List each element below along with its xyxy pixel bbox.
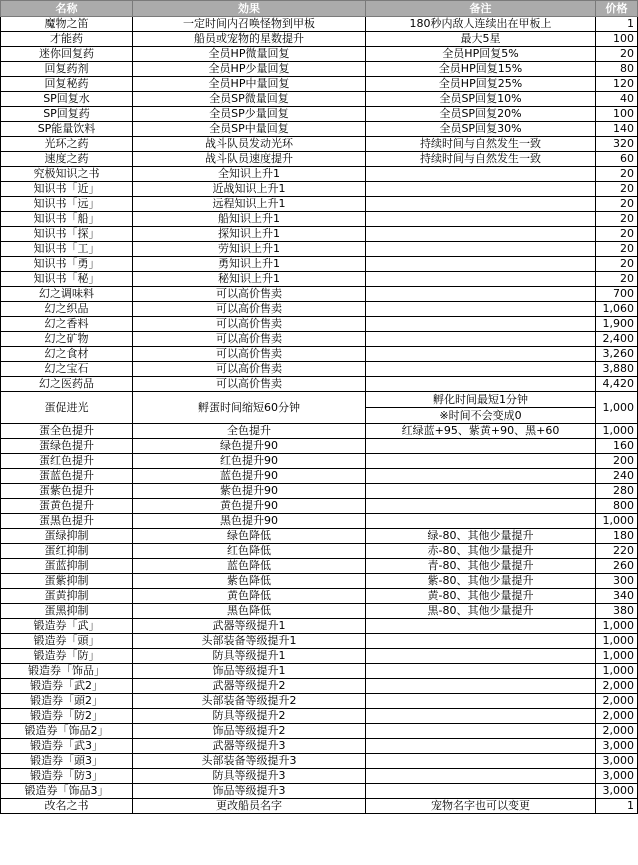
cell-effect: 红色降低 [133,544,366,559]
cell-effect: 船员或宠物的星数提升 [133,32,366,47]
cell-price: 2,000 [596,724,638,739]
cell-note: 持续时间与自然发生一致 [366,137,596,152]
cell-price: 1,000 [596,649,638,664]
cell-price: 1,000 [596,634,638,649]
cell-price: 300 [596,574,638,589]
cell-effect: 全员SP中量回复 [133,122,366,137]
cell-effect: 全知识上升1 [133,167,366,182]
cell-effect: 紫色提升90 [133,484,366,499]
cell-price: 20 [596,227,638,242]
cell-name: 蛋黄抑制 [1,589,133,604]
cell-price: 1,000 [596,619,638,634]
cell-price: 20 [596,257,638,272]
table-row [1,77,638,92]
cell-name: SP回复药 [1,107,133,122]
cell-price: 380 [596,604,638,619]
table-row [1,197,638,212]
header-note: 备注 [366,1,596,17]
table-row [1,377,638,392]
table-row [1,32,638,47]
cell-name: 蛋全色提升 [1,424,133,439]
cell-price: 280 [596,484,638,499]
cell-note [366,499,596,514]
cell-note [366,724,596,739]
cell-price: 100 [596,32,638,47]
cell-name: 幻之矿物 [1,332,133,347]
table-row [1,559,638,574]
cell-effect: 更改船员名字 [133,799,366,814]
cell-note [366,272,596,287]
cell-price: 20 [596,272,638,287]
cell-name: 知识书「工」 [1,242,133,257]
cell-effect: 武器等级提升2 [133,679,366,694]
cell-name: 知识书「近」 [1,182,133,197]
cell-name: 知识书「远」 [1,197,133,212]
cell-price: 140 [596,122,638,137]
cell-effect: 勇知识上升1 [133,257,366,272]
cell-name: 蛋绿色提升 [1,439,133,454]
cell-note [366,754,596,769]
table-row [1,62,638,77]
cell-note: 180秒内敌人连续出在甲板上 [366,17,596,32]
cell-note [366,769,596,784]
table-row [1,317,638,332]
cell-price: 3,000 [596,769,638,784]
table-row [1,107,638,122]
cell-note: 全员SP回复10% [366,92,596,107]
cell-effect: 全员SP微量回复 [133,92,366,107]
cell-price: 2,000 [596,709,638,724]
cell-effect: 全员HP中量回复 [133,77,366,92]
cell-name: 锻造券「武3」 [1,739,133,754]
cell-name: 知识书「探」 [1,227,133,242]
table-row [1,454,638,469]
cell-name: 究极知识之书 [1,167,133,182]
cell-note: 全员HP回复5% [366,47,596,62]
table-row [1,287,638,302]
cell-price: 20 [596,182,638,197]
cell-price: 240 [596,469,638,484]
cell-effect: 武器等级提升3 [133,739,366,754]
cell-note [366,634,596,649]
table-row [1,257,638,272]
cell-name: 幻之香料 [1,317,133,332]
cell-note [366,287,596,302]
cell-note [366,484,596,499]
cell-effect: 可以高价售卖 [133,317,366,332]
cell-note: 全员HP回复25% [366,77,596,92]
cell-price: 1,060 [596,302,638,317]
table-row [1,649,638,664]
table-row [1,92,638,107]
table-row [1,242,638,257]
cell-note [366,167,596,182]
cell-note: 全员SP回复30% [366,122,596,137]
cell-name: 蛋紫色提升 [1,484,133,499]
cell-name: 幻之医药品 [1,377,133,392]
cell-price: 1,900 [596,317,638,332]
cell-name: 回复药剂 [1,62,133,77]
cell-price: 3,000 [596,784,638,799]
cell-name: 魔物之笛 [1,17,133,32]
cell-price: 1,000 [596,424,638,439]
cell-name: 幻之织品 [1,302,133,317]
cell-note [366,469,596,484]
cell-note [366,679,596,694]
cell-name: 蛋黄色提升 [1,499,133,514]
cell-note [366,257,596,272]
cell-note [366,784,596,799]
table-row [1,709,638,724]
cell-note [366,332,596,347]
cell-note [366,739,596,754]
header-price: 价格 [596,1,638,17]
cell-note [366,694,596,709]
cell-effect: 全员SP少量回复 [133,107,366,122]
cell-effect: 黑色提升90 [133,514,366,529]
cell-effect: 船知识上升1 [133,212,366,227]
cell-effect: 可以高价售卖 [133,362,366,377]
table-row [1,529,638,544]
cell-note [366,362,596,377]
cell-effect: 黄色提升90 [133,499,366,514]
cell-note [366,619,596,634]
cell-name: 知识书「船」 [1,212,133,227]
cell-price: 800 [596,499,638,514]
cell-name: 才能药 [1,32,133,47]
table-body [1,17,638,814]
table-row [1,589,638,604]
cell-effect: 饰品等级提升2 [133,724,366,739]
cell-name: 锻造券「武2」 [1,679,133,694]
cell-note: 绿-80、其他少量提升 [366,529,596,544]
table-row [1,694,638,709]
header-effect: 効果 [133,1,366,17]
cell-price: 2,000 [596,694,638,709]
cell-price: 3,000 [596,739,638,754]
cell-name: 蛋红色提升 [1,454,133,469]
table-row [1,227,638,242]
cell-price: 1,000 [596,514,638,529]
cell-price: 2,400 [596,332,638,347]
cell-effect: 绿色提升90 [133,439,366,454]
cell-price: 220 [596,544,638,559]
cell-effect: 劳知识上升1 [133,242,366,257]
table-row [1,17,638,32]
cell-note: 黄-80、其他少量提升 [366,589,596,604]
cell-effect: 可以高价售卖 [133,377,366,392]
table-row [1,724,638,739]
table-row [1,484,638,499]
table-row [1,634,638,649]
cell-note [366,377,596,392]
cell-note [366,709,596,724]
cell-effect: 战斗队员速度提升 [133,152,366,167]
cell-price: 260 [596,559,638,574]
cell-name: 回复秘药 [1,77,133,92]
table-row [1,679,638,694]
table-row [1,664,638,679]
cell-price: 80 [596,62,638,77]
cell-price: 1 [596,799,638,814]
cell-note: 赤-80、其他少量提升 [366,544,596,559]
table-row [1,469,638,484]
cell-name: 锻造券「防3」 [1,769,133,784]
table-row [1,754,638,769]
cell-effect: 黑色降低 [133,604,366,619]
cell-effect: 头部装备等级提升2 [133,694,366,709]
table-row [1,784,638,799]
cell-price: 4,420 [596,377,638,392]
cell-note [366,227,596,242]
cell-note: 红绿蓝+95、紫黄+90、黑+60 [366,424,596,439]
cell-effect: 黄色降低 [133,589,366,604]
cell-name: 蛋蓝色提升 [1,469,133,484]
cell-effect: 绿色降低 [133,529,366,544]
cell-name: 幻之调味料 [1,287,133,302]
cell-price: 200 [596,454,638,469]
cell-effect: 全员HP少量回复 [133,62,366,77]
table-row [1,769,638,784]
cell-effect: 可以高价售卖 [133,287,366,302]
cell-name: 锻造券「頭」 [1,634,133,649]
cell-note [366,392,596,424]
table-row [1,424,638,439]
cell-effect: 探知识上升1 [133,227,366,242]
cell-price: 60 [596,152,638,167]
cell-effect: 远程知识上升1 [133,197,366,212]
table-row [1,332,638,347]
cell-price: 20 [596,197,638,212]
cell-effect: 武器等级提升1 [133,619,366,634]
cell-name: 幻之宝石 [1,362,133,377]
table-row [1,212,638,227]
cell-effect: 蓝色降低 [133,559,366,574]
table-row [1,302,638,317]
cell-name: 锻造券「武」 [1,619,133,634]
cell-name: 改名之书 [1,799,133,814]
cell-note: 宠物名字也可以变更 [366,799,596,814]
cell-name: 锻造券「頭2」 [1,694,133,709]
cell-name: 锻造券「頭3」 [1,754,133,769]
cell-note [366,242,596,257]
cell-name: 锻造券「防2」 [1,709,133,724]
table-row [1,347,638,362]
cell-name: SP能量饮料 [1,122,133,137]
cell-name: 锻造券「饰品」 [1,664,133,679]
cell-effect: 可以高价售卖 [133,302,366,317]
cell-note [366,454,596,469]
cell-name: 蛋蓝抑制 [1,559,133,574]
cell-note [366,664,596,679]
cell-name: 光环之药 [1,137,133,152]
table-row [1,544,638,559]
cell-note [366,649,596,664]
table-row [1,499,638,514]
cell-price: 320 [596,137,638,152]
cell-price: 1 [596,17,638,32]
cell-note [366,439,596,454]
cell-name: 蛋红抑制 [1,544,133,559]
cell-price: 3,000 [596,754,638,769]
table-row [1,272,638,287]
cell-note: 紫-80、其他少量提升 [366,574,596,589]
cell-name: 锻造券「防」 [1,649,133,664]
cell-name: 蛋紫抑制 [1,574,133,589]
cell-effect: 防具等级提升2 [133,709,366,724]
cell-note [366,317,596,332]
cell-note [366,347,596,362]
table-row [1,799,638,814]
cell-price: 1,000 [596,664,638,679]
cell-effect: 全色提升 [133,424,366,439]
cell-price: 3,260 [596,347,638,362]
table-row [1,122,638,137]
cell-effect: 可以高价售卖 [133,347,366,362]
table-row [1,604,638,619]
note-line: ※时间不会变成0 [439,409,522,422]
cell-price: 40 [596,92,638,107]
cell-name: 蛋黑色提升 [1,514,133,529]
cell-price: 120 [596,77,638,92]
table-row [1,574,638,589]
cell-effect: 红色提升90 [133,454,366,469]
cell-note: 最大5星 [366,32,596,47]
cell-note: 全员SP回复20% [366,107,596,122]
cell-effect: 秘知识上升1 [133,272,366,287]
cell-effect: 头部装备等级提升3 [133,754,366,769]
cell-name: SP回复水 [1,92,133,107]
cell-effect: 一定时间内召唤怪物到甲板 [133,17,366,32]
table-row [1,167,638,182]
table-row [1,739,638,754]
cell-note [366,514,596,529]
cell-price: 100 [596,107,638,122]
cell-price: 20 [596,242,638,257]
table-row [1,362,638,377]
table-row [1,392,638,424]
cell-price: 180 [596,529,638,544]
header-name: 名称 [1,1,133,17]
cell-price: 700 [596,287,638,302]
cell-price: 1,000 [596,392,638,424]
cell-note: 黒-80、其他少量提升 [366,604,596,619]
cell-price: 3,880 [596,362,638,377]
cell-effect: 头部装备等级提升1 [133,634,366,649]
cell-note [366,197,596,212]
cell-effect: 饰品等级提升1 [133,664,366,679]
cell-price: 2,000 [596,679,638,694]
cell-price: 160 [596,439,638,454]
header-row [1,1,638,17]
cell-name: 蛋促进光 [1,392,133,424]
cell-name: 迷你回复药 [1,47,133,62]
cell-name: 锻造券「饰品3」 [1,784,133,799]
table-row [1,619,638,634]
table-row [1,152,638,167]
cell-price: 20 [596,212,638,227]
cell-note [366,212,596,227]
cell-effect: 全员HP微量回复 [133,47,366,62]
cell-effect: 孵蛋时间缩短60分钟 [133,392,366,424]
table-row [1,137,638,152]
cell-effect: 可以高价售卖 [133,332,366,347]
cell-name: 知识书「勇」 [1,257,133,272]
cell-effect: 紫色降低 [133,574,366,589]
table-row [1,439,638,454]
cell-name: 锻造券「饰品2」 [1,724,133,739]
table-row [1,514,638,529]
note-line: 孵化时间最短1分钟 [366,392,595,408]
cell-price: 20 [596,47,638,62]
cell-effect: 战斗队员发动光环 [133,137,366,152]
cell-name: 蛋绿抑制 [1,529,133,544]
cell-effect: 防具等级提升3 [133,769,366,784]
cell-price: 340 [596,589,638,604]
cell-name: 蛋黑抑制 [1,604,133,619]
cell-effect: 饰品等级提升3 [133,784,366,799]
cell-note [366,182,596,197]
cell-effect: 防具等级提升1 [133,649,366,664]
cell-note: 全员HP回复15% [366,62,596,77]
table-row [1,182,638,197]
cell-note: 持续时间与自然发生一致 [366,152,596,167]
cell-price: 20 [596,167,638,182]
cell-name: 知识书「秘」 [1,272,133,287]
cell-effect: 蓝色提升90 [133,469,366,484]
cell-note [366,302,596,317]
cell-name: 速度之药 [1,152,133,167]
table-row [1,47,638,62]
cell-effect: 近战知识上升1 [133,182,366,197]
cell-note: 青-80、其他少量提升 [366,559,596,574]
cell-name: 幻之食材 [1,347,133,362]
